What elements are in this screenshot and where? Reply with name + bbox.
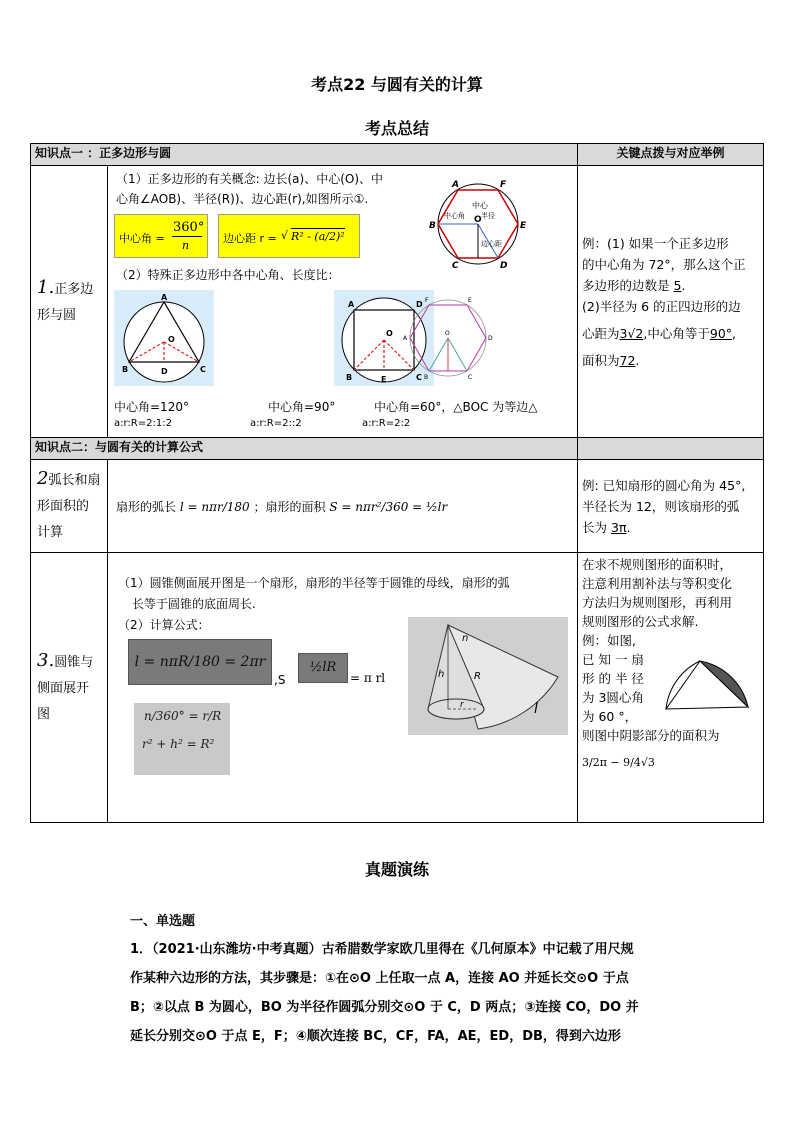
angle-hexagon: 中心角=60°，△BOC 为等边△: [374, 400, 538, 414]
svg-text:中心角: 中心角: [444, 212, 465, 220]
svg-text:O: O: [445, 330, 450, 337]
row3-content: （1）圆锥侧面展开图是一个扇形，扇形的半径等于圆锥的母线，扇形的弧 长等于圆锥的底面周长. （2）计算公式： l = nπR/180 = 2πr ,S ½lR = π rl n/360° = r/R r² + h² = R² n h R r l: [108, 553, 578, 823]
row2-example: 例: 已知扇形的圆心角为 45°, 半径长为 12，则该扇形的弧 长为 3π.: [578, 460, 764, 553]
row3-example: 在求不规则图形的面积时， 注意利用割补法与等积变化 方法归为规则图形，再利用 规则图形的公式求解. 例：如图, 已 知 一 扇 形 的 半 径 为 3圆心角 为 60 °， 则图中阴影部分的面积为 3/2π − 9/4√3: [578, 553, 764, 823]
arc-formula: l = nπr/180: [179, 499, 250, 514]
handwritten-arc-formula: l = nπR/180 = 2πr: [128, 639, 272, 685]
angle-triangle: 中心角=120°: [114, 400, 189, 414]
header-key-points: 关键点拨与对应举例: [578, 144, 764, 166]
question-1: 1．（2021·山东潍坊·中考真题）古希腊数学家欧几里得在《几何原本》中记载了用尺规 作某种六边形的方法，其步骤是：①在⊙O 上任取一点 A，连接 AO 并延长交⊙O 于点 B；②以点 B 为圆心，BO 为半径作圆弧分别交⊙O 于 C，D 两点；③连接 CO，DO 并 延长分别交⊙O 于点 E，F；④顺次连接 BC，CF，FA，AE，ED，DB，得到六边形: [130, 942, 639, 1044]
handwritten-cone-formulas: n/360° = r/R r² + h² = R²: [134, 703, 230, 775]
svg-text:l: l: [534, 701, 538, 717]
svg-text:D: D: [416, 300, 423, 309]
answer-shaded-area: 3/2π − 9/4√3: [582, 756, 655, 769]
svg-text:B: B: [424, 374, 429, 381]
svg-text:r: r: [460, 700, 464, 710]
answer-apothem: 3√2: [619, 325, 644, 341]
svg-text:F: F: [425, 297, 429, 304]
svg-text:D: D: [488, 335, 493, 342]
apothem-formula: 边心距 r = √ R² - (a/2)²: [218, 214, 360, 258]
table-row: [31, 166, 764, 438]
svg-text:边心距: 边心距: [481, 240, 502, 248]
summary-heading: 考点总结: [364, 119, 429, 138]
knowledge-table: [30, 143, 764, 823]
svg-text:O: O: [168, 335, 175, 344]
section-label: 一、单选题: [130, 914, 196, 929]
svg-text:D: D: [161, 367, 168, 376]
special-polygons-title: （2）特殊正多边形中各中心角、长度比：: [116, 268, 340, 282]
svg-text:C: C: [416, 373, 422, 382]
svg-text:R: R: [474, 671, 481, 682]
svg-text:C: C: [452, 261, 459, 271]
svg-text:O: O: [474, 215, 482, 225]
document-title: 考点22 与圆有关的计算: [311, 75, 483, 94]
row3-label: 3.圆锥与侧面展开图: [31, 553, 108, 823]
svg-text:C: C: [200, 365, 206, 374]
table-header-2: [31, 438, 764, 460]
row2-content: 扇形的弧长 l = nπr/180 ；扇形的面积 S = nπr²/360 = ½lr: [108, 460, 578, 553]
polygon-concept-figure: [426, 174, 536, 274]
apothem-radical: √: [281, 229, 289, 242]
svg-text:B: B: [122, 365, 129, 374]
exercise-heading: 真题演练: [364, 860, 429, 879]
svg-text:E: E: [520, 221, 527, 231]
row1-example: 例：(1) 如果一个正多边形 的中心角为 72°，那么这个正 多边形的边数是 5. (2)半径为 6 的正四边形的边 心距为3√2,中心角等于90°, 面积为72.: [578, 166, 764, 438]
sector-example-figure: [660, 657, 756, 715]
header-knowledge-1: 知识点一 ：正多边形与圆: [31, 144, 578, 166]
sector-formula: S = nπr²/360 = ½lr: [329, 499, 448, 514]
answer-arc: 3π: [611, 519, 627, 535]
svg-text:半径: 半径: [481, 212, 495, 220]
svg-text:E: E: [468, 297, 472, 304]
angle-square: 中心角=90°: [268, 400, 336, 414]
svg-text:E: E: [381, 375, 387, 384]
svg-text:A: A: [161, 293, 168, 302]
ratio-triangle: a:r:R=2:1:2: [114, 418, 172, 429]
svg-text:D: D: [500, 261, 508, 271]
table-row: [31, 460, 764, 553]
answer-angle: 90°: [709, 325, 733, 341]
hexagon-figure: [398, 292, 498, 382]
table-row: [31, 553, 764, 823]
svg-text:h: h: [438, 669, 445, 680]
cone-text: （1）圆锥侧面展开图是一个扇形，扇形的半径等于圆锥的母线，扇形的弧 长等于圆锥的底面周长. （2）计算公式：: [118, 576, 510, 632]
ratio-square: a:r:R=2::2: [250, 418, 302, 429]
row1-label: 1.正多边形与圆: [31, 166, 108, 438]
handwritten-area-formula: ½lR: [298, 653, 348, 683]
ratio-hexagon: a:r:R=2:2: [362, 418, 411, 429]
svg-text:A: A: [348, 300, 355, 309]
svg-text:A: A: [403, 335, 408, 342]
triangle-figure: [114, 290, 214, 386]
svg-text:O: O: [386, 329, 393, 338]
row1-label-text: 正多边形与圆: [37, 281, 94, 323]
svg-text:C: C: [468, 374, 473, 381]
svg-text:B: B: [429, 221, 436, 231]
svg-text:F: F: [500, 180, 507, 190]
answer-area: 72: [619, 352, 636, 368]
row2-label: 2弧长和扇形面积的计算: [31, 460, 108, 553]
central-angle-formula: 中心角 = 360° n: [114, 214, 208, 258]
svg-text:n: n: [462, 633, 469, 644]
concept-text: （1）正多边形的有关概念: 边长(a)、中心(O)、中 心角∠AOB)、半径(R))、边心距(r),如图所示①.: [116, 172, 384, 206]
header-knowledge-2: 知识点二：与圆有关的计算公式: [31, 438, 578, 460]
answer-sides: 5: [673, 277, 682, 293]
svg-text:A: A: [452, 180, 459, 190]
svg-text:中心: 中心: [472, 201, 488, 210]
svg-text:B: B: [346, 373, 353, 382]
cone-development-figure: [408, 617, 568, 735]
table-header-1: [31, 144, 764, 166]
row1-content: [108, 166, 578, 438]
